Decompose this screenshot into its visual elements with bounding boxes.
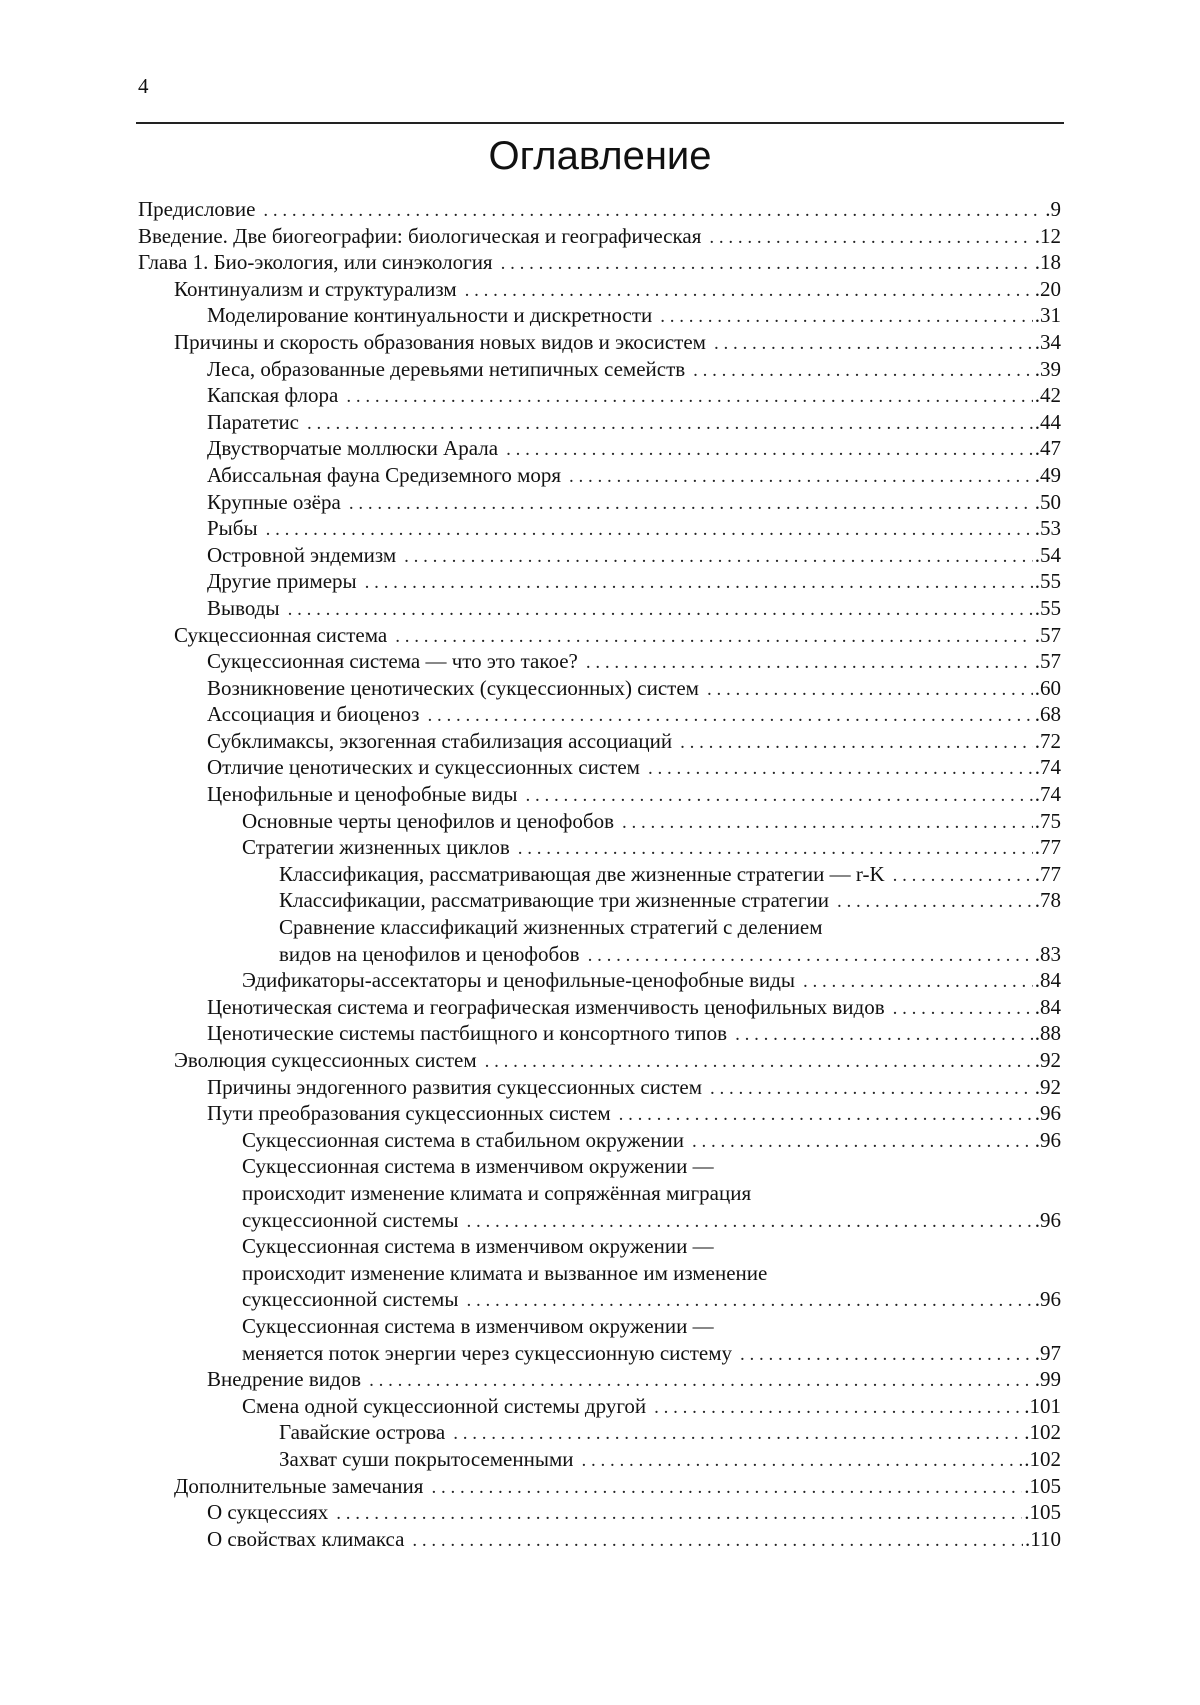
toc-entry[interactable] <box>138 515 1061 542</box>
dot-leader <box>622 810 1033 837</box>
toc-entry-title: Сукцессионная система в изменчивом окружении — <box>242 1234 714 1259</box>
toc-entry-title: Сукцессионная система — что это такое? <box>207 648 586 675</box>
dot-leader <box>837 889 1033 916</box>
dot-leader <box>263 198 1043 225</box>
dot-leader <box>893 863 1033 890</box>
toc-entry[interactable] <box>138 622 1061 649</box>
toc-entry-page: .101 <box>1024 1393 1061 1418</box>
toc-entry-title: происходит изменение климата и сопряжённая миграция <box>242 1180 752 1205</box>
toc-entry-title: О свойствах климакса <box>207 1526 412 1553</box>
toc-entry-page: .96 <box>1034 1207 1061 1232</box>
toc-entry-title: сукцессионной системы <box>242 1286 466 1313</box>
toc-entry-page: .92 <box>1034 1048 1061 1072</box>
toc-entry-title: Классификация, рассматривающая две жизненные стратегии — r-K <box>279 861 893 888</box>
dot-leader <box>412 1528 1023 1555</box>
dot-leader <box>349 491 1033 518</box>
toc-entry-page: .105 <box>1024 1473 1061 1498</box>
toc-entry[interactable] <box>138 1446 1061 1473</box>
dot-leader <box>465 278 1033 305</box>
header-rule <box>136 122 1064 124</box>
toc-entry[interactable] <box>138 1207 1061 1234</box>
dot-leader <box>569 464 1033 491</box>
toc-entry-page: .39 <box>1034 356 1061 381</box>
dot-leader <box>710 1076 1033 1103</box>
toc-entry[interactable] <box>138 1286 1061 1313</box>
toc-entry[interactable] <box>138 1153 1061 1180</box>
toc-entry-title: Моделирование континуальности и дискретности <box>207 302 660 329</box>
toc-entry[interactable] <box>138 914 1061 941</box>
toc-entry-page: .84 <box>1034 994 1061 1019</box>
toc-entry[interactable] <box>138 648 1061 675</box>
toc-entry-page: .54 <box>1034 542 1061 567</box>
toc-entry[interactable] <box>138 1260 1061 1287</box>
toc-entry-page: .96 <box>1034 1287 1061 1312</box>
toc-entry-page: .74 <box>1034 782 1061 807</box>
dot-leader <box>466 1209 1032 1236</box>
dot-leader <box>707 677 1033 704</box>
toc-entry[interactable] <box>138 356 1061 383</box>
toc-entry-page: .72 <box>1034 728 1061 753</box>
toc-entry-page: .110 <box>1025 1526 1061 1551</box>
toc-entry[interactable] <box>138 1366 1061 1393</box>
toc-entry[interactable] <box>138 781 1061 808</box>
toc-entry[interactable] <box>138 1233 1061 1260</box>
toc-entry-page: .55 <box>1034 569 1061 594</box>
toc-entry-page: .57 <box>1034 649 1061 674</box>
dot-leader <box>526 783 1033 810</box>
table-of-contents <box>138 196 1061 1552</box>
toc-entry-title: Континуализм и структурализм <box>174 276 465 303</box>
toc-entry-page: .12 <box>1034 223 1061 248</box>
toc-entry-page: .42 <box>1034 383 1061 408</box>
toc-entry-page: .20 <box>1034 276 1061 301</box>
toc-entry-title: Смена одной сукцессионной системы другой <box>242 1393 654 1420</box>
toc-entry-title: Отличие ценотических и сукцессионных систем <box>207 754 648 781</box>
toc-entry-title: Сравнение классификаций жизненных стратегий с делением <box>279 915 823 940</box>
dot-leader <box>395 624 1033 651</box>
toc-entry[interactable] <box>138 887 1061 914</box>
toc-entry-title: Рыбы <box>207 515 266 542</box>
toc-entry-title: Причины и скорость образования новых видов и экосистем <box>174 329 714 356</box>
toc-entry-title: меняется поток энергии через сукцессионную систему <box>242 1340 740 1367</box>
toc-entry-title: видов на ценофилов и ценофобов <box>279 941 588 968</box>
toc-entry[interactable] <box>138 1419 1061 1446</box>
toc-entry-page: .92 <box>1034 1074 1061 1099</box>
toc-entry-title: Сукцессионная система в изменчивом окружении — <box>242 1154 714 1179</box>
toc-entry-page: .96 <box>1034 1127 1061 1152</box>
toc-entry-title: Сукцессионная система в стабильном окружении <box>242 1127 692 1154</box>
toc-entry-title: Паратетис <box>207 409 307 436</box>
toc-entry-page: .77 <box>1034 835 1061 860</box>
dot-leader <box>648 756 1033 783</box>
toc-entry-title: Двустворчатые моллюски Арала <box>207 435 506 462</box>
dot-leader <box>485 1049 1033 1076</box>
toc-entry-title: Глава 1. Био-экология, или синэкология <box>138 249 501 276</box>
toc-entry[interactable] <box>138 1180 1061 1207</box>
toc-entry[interactable] <box>138 675 1061 702</box>
toc-entry[interactable] <box>138 861 1061 888</box>
toc-entry-page: .74 <box>1034 755 1061 780</box>
toc-entry[interactable] <box>138 1340 1061 1367</box>
toc-entry[interactable] <box>138 834 1061 861</box>
toc-entry[interactable] <box>138 728 1061 755</box>
toc-entry-page: .78 <box>1034 888 1061 913</box>
toc-entry-title: Основные черты ценофилов и ценофобов <box>242 808 622 835</box>
dot-leader <box>404 544 1033 571</box>
dot-leader <box>365 570 1033 597</box>
dot-leader <box>735 1022 1033 1049</box>
dot-leader <box>581 1448 1022 1475</box>
dot-leader <box>506 437 1033 464</box>
toc-entry-page: .84 <box>1034 968 1061 993</box>
dot-leader <box>803 969 1033 996</box>
toc-entry-page: .77 <box>1034 861 1061 886</box>
dot-leader <box>266 517 1033 544</box>
toc-entry[interactable] <box>138 754 1061 781</box>
toc-entry[interactable] <box>138 1074 1061 1101</box>
dot-leader <box>893 996 1033 1023</box>
toc-entry-title: Предисловие <box>138 196 263 223</box>
toc-entry-title: Леса, образованные деревьями нетипичных семейств <box>207 356 693 383</box>
toc-entry[interactable] <box>138 196 1061 223</box>
toc-entry-title: Абиссальная фауна Средиземного моря <box>207 462 569 489</box>
toc-entry-page: .49 <box>1034 462 1061 487</box>
toc-entry[interactable] <box>138 435 1061 462</box>
toc-entry-page: .18 <box>1034 250 1061 275</box>
toc-entry-page: .53 <box>1034 516 1061 541</box>
toc-entry-title: происходит изменение климата и вызванное им изменение <box>242 1260 768 1285</box>
toc-entry-title: Захват суши покрытосеменными <box>279 1446 581 1473</box>
toc-entry[interactable] <box>138 994 1061 1021</box>
toc-entry[interactable] <box>138 595 1061 622</box>
toc-entry[interactable] <box>138 462 1061 489</box>
toc-entry-page: .57 <box>1034 622 1061 647</box>
toc-entry-title: Стратегии жизненных циклов <box>242 834 518 861</box>
toc-entry-title: Пути преобразования сукцессионных систем <box>207 1100 619 1127</box>
dot-leader <box>692 1129 1033 1156</box>
dot-leader <box>518 836 1033 863</box>
toc-entry-page: .55 <box>1034 595 1061 620</box>
toc-entry-title: Сукцессионная система <box>174 622 395 649</box>
toc-entry-page: .105 <box>1024 1500 1061 1525</box>
toc-entry[interactable] <box>138 329 1061 356</box>
dot-leader <box>654 1395 1022 1422</box>
toc-entry[interactable] <box>138 542 1061 569</box>
toc-entry[interactable] <box>138 1020 1061 1047</box>
dot-leader <box>693 358 1033 385</box>
toc-entry[interactable] <box>138 302 1061 329</box>
toc-entry-title: Внедрение видов <box>207 1366 369 1393</box>
toc-entry[interactable] <box>138 1100 1061 1127</box>
toc-entry[interactable] <box>138 941 1061 968</box>
toc-entry-title: Причины эндогенного развития сукцессионных систем <box>207 1074 710 1101</box>
toc-entry-page: .99 <box>1034 1367 1061 1392</box>
page-number: 4 <box>138 74 149 98</box>
dot-leader <box>714 331 1033 358</box>
toc-entry-title: О сукцессиях <box>207 1499 336 1526</box>
dot-leader <box>336 1501 1022 1528</box>
toc-entry[interactable] <box>138 808 1061 835</box>
toc-entry-title: Классификации, рассматривающие три жизненные стратегии <box>279 887 837 914</box>
page-title: Оглавление <box>488 134 712 178</box>
toc-entry-page: .97 <box>1034 1340 1061 1365</box>
dot-leader <box>453 1421 1022 1448</box>
toc-entry-page: .88 <box>1034 1021 1061 1046</box>
toc-entry[interactable] <box>138 1127 1061 1154</box>
toc-entry-page: .47 <box>1034 436 1061 461</box>
toc-entry[interactable] <box>138 967 1061 994</box>
dot-leader <box>288 597 1033 624</box>
dot-leader <box>619 1102 1033 1129</box>
toc-entry[interactable] <box>138 1473 1061 1500</box>
dot-leader <box>660 304 1032 331</box>
toc-entry-title: Другие примеры <box>207 568 365 595</box>
toc-entry[interactable] <box>138 1313 1061 1340</box>
toc-entry-page: .102 <box>1024 1446 1061 1471</box>
toc-entry-title: Дополнительные замечания <box>174 1473 431 1500</box>
toc-entry-title: Выводы <box>207 595 288 622</box>
toc-entry-page: .50 <box>1034 489 1061 514</box>
toc-entry-title: Эдификаторы-ассектаторы и ценофильные-ценофобные виды <box>242 967 803 994</box>
toc-entry-title: Капская флора <box>207 382 346 409</box>
toc-entry-title: Ценофильные и ценофобные виды <box>207 781 526 808</box>
dot-leader <box>740 1342 1033 1369</box>
toc-entry-page: .9 <box>1045 197 1061 221</box>
toc-entry-title: Ценотическая система и географическая изменчивость ценофильных видов <box>207 994 893 1021</box>
toc-entry-page: .31 <box>1034 303 1061 328</box>
toc-entry[interactable] <box>138 276 1061 303</box>
toc-entry[interactable] <box>138 701 1061 728</box>
toc-entry-title: Сукцессионная система в изменчивом окружении — <box>242 1313 714 1338</box>
toc-entry[interactable] <box>138 223 1061 250</box>
toc-entry-page: .44 <box>1034 409 1061 434</box>
toc-entry-title: сукцессионной системы <box>242 1207 466 1234</box>
toc-entry-title: Возникновение ценотических (сукцессионных) систем <box>207 675 707 702</box>
toc-entry[interactable] <box>138 1499 1061 1526</box>
toc-entry-title: Гавайские острова <box>279 1419 453 1446</box>
dot-leader <box>369 1368 1033 1395</box>
dot-leader <box>307 411 1033 438</box>
toc-entry-page: .96 <box>1034 1101 1061 1126</box>
toc-entry[interactable] <box>138 1526 1061 1553</box>
toc-entry-title: Ценотические системы пастбищного и консортного типов <box>207 1020 735 1047</box>
toc-entry-page: .83 <box>1034 941 1061 966</box>
dot-leader <box>588 943 1033 970</box>
toc-entry-page: .34 <box>1034 329 1061 354</box>
toc-entry[interactable] <box>138 489 1061 516</box>
toc-entry-page: .75 <box>1034 808 1061 833</box>
dot-leader <box>501 251 1033 278</box>
dot-leader <box>680 730 1033 757</box>
toc-entry-title: Ассоциация и биоценоз <box>207 701 427 728</box>
dot-leader <box>431 1475 1022 1502</box>
toc-entry-title: Введение. Две биогеографии: биологическая и географическая <box>138 223 709 250</box>
dot-leader <box>427 703 1032 730</box>
dot-leader <box>346 384 1032 411</box>
dot-leader <box>709 225 1032 252</box>
dot-leader <box>586 650 1033 677</box>
dot-leader <box>466 1288 1032 1315</box>
toc-entry-title: Субклимаксы, экзогенная стабилизация ассоциаций <box>207 728 680 755</box>
toc-entry-page: .60 <box>1034 675 1061 700</box>
toc-entry-page: .68 <box>1034 702 1061 727</box>
toc-entry[interactable] <box>138 382 1061 409</box>
toc-entry[interactable] <box>138 1047 1061 1074</box>
toc-entry-title: Крупные озёра <box>207 489 349 516</box>
toc-entry[interactable] <box>138 568 1061 595</box>
toc-entry-title: Островной эндемизм <box>207 542 404 569</box>
toc-entry[interactable] <box>138 1393 1061 1420</box>
toc-entry-title: Эволюция сукцессионных систем <box>174 1047 485 1074</box>
toc-entry[interactable] <box>138 249 1061 276</box>
toc-entry[interactable] <box>138 409 1061 436</box>
toc-entry-page: .102 <box>1024 1420 1061 1445</box>
